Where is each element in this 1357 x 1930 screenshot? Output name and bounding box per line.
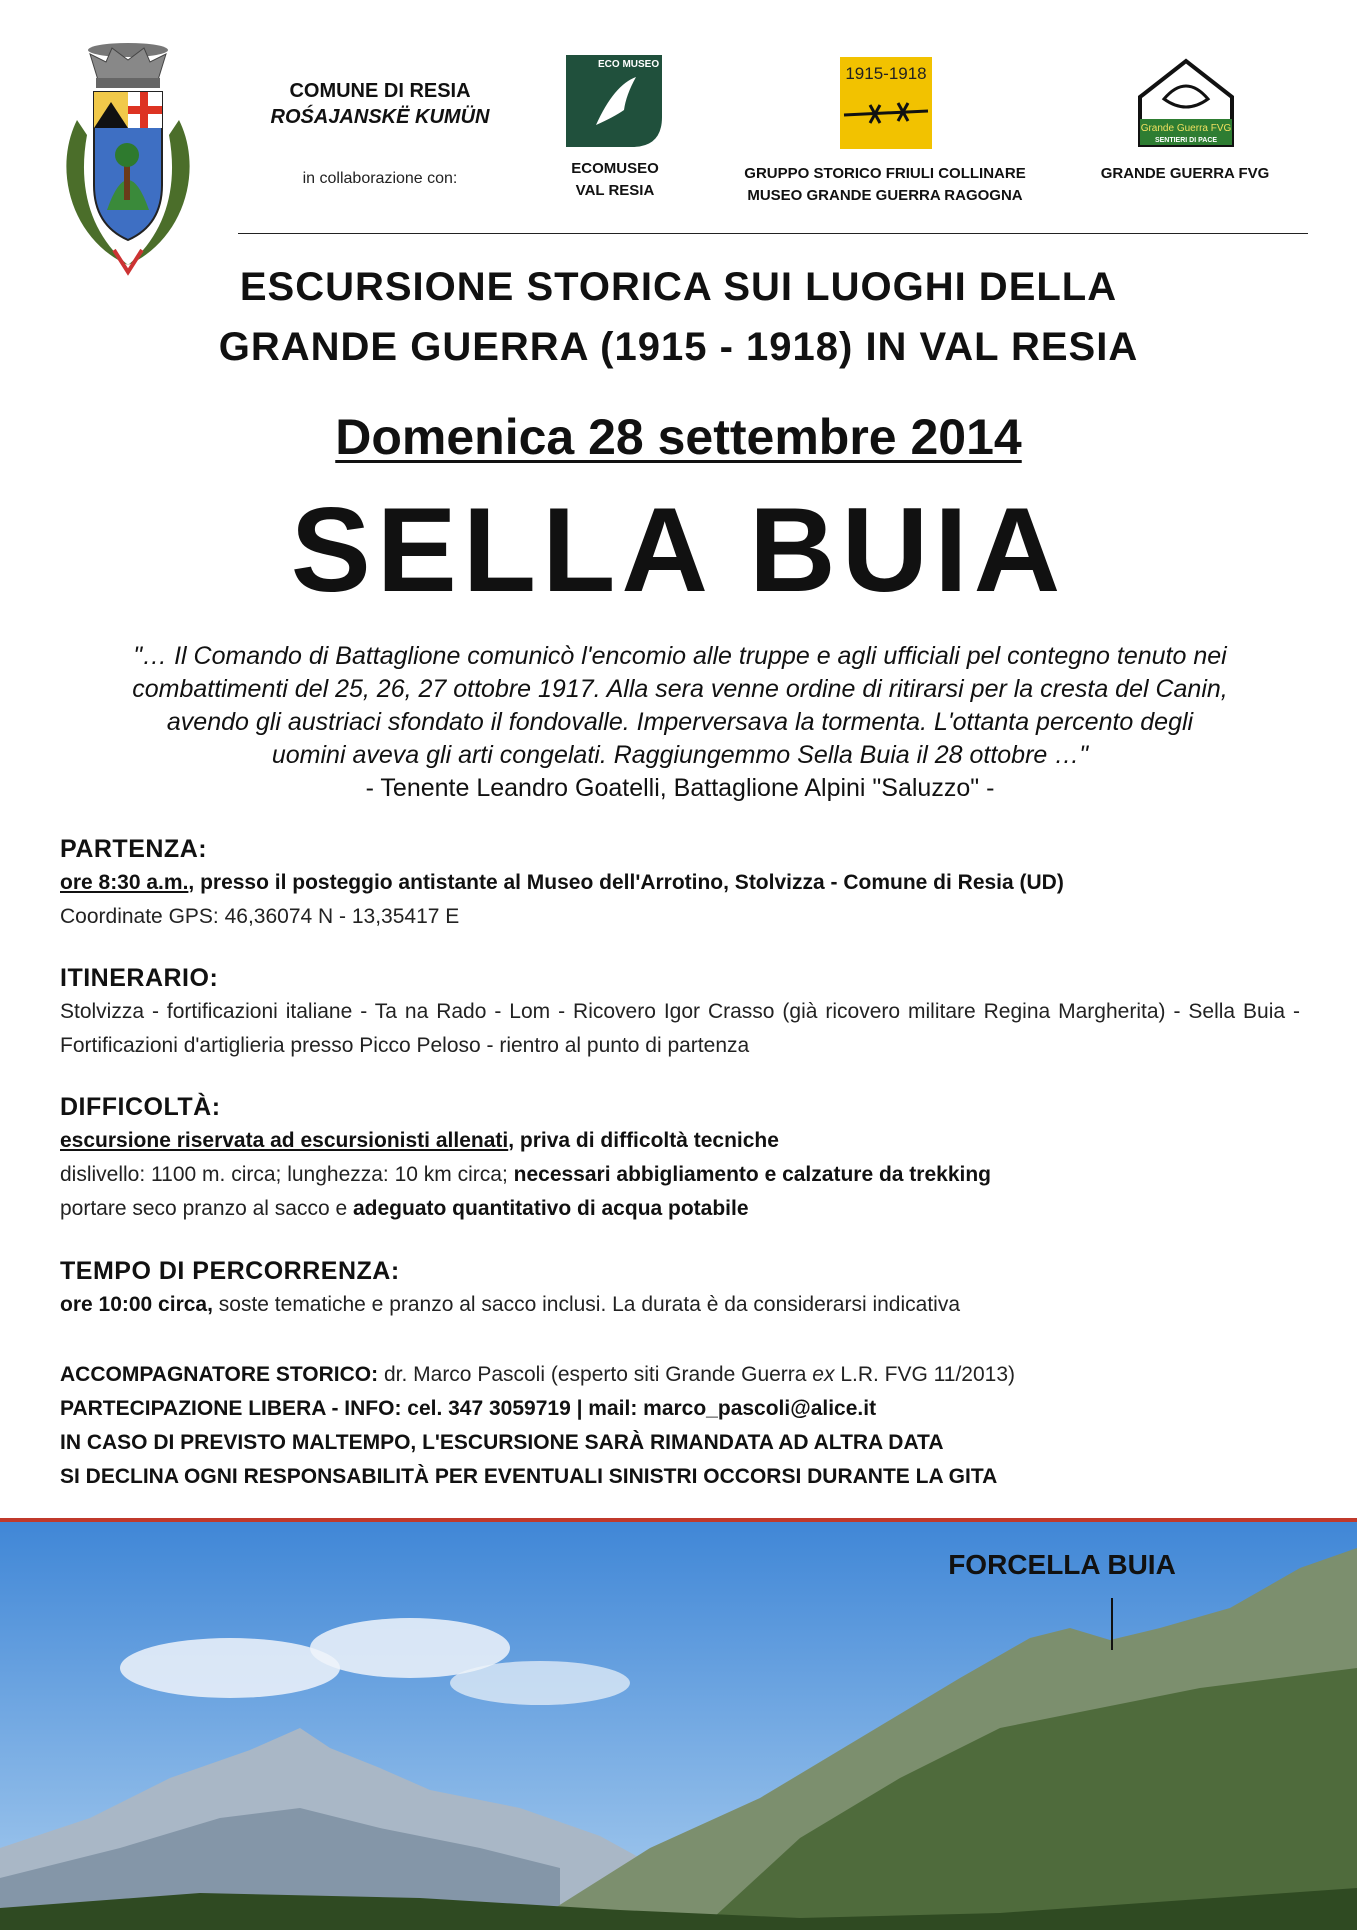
ecomuseo-logo-text: ECO MUSEO VAL RESIA xyxy=(598,59,715,70)
section-partenza xyxy=(60,832,1300,934)
tempo-line xyxy=(60,1288,1300,1322)
tempo-duration: ore 10:00 circa, xyxy=(60,1293,213,1316)
partner-label-line2: MUSEO GRANDE GUERRA RAGOGNA xyxy=(747,187,1023,204)
difficolta-note: , priva di difficoltà tecniche xyxy=(508,1129,779,1152)
partner-grande-guerra-label: GRANDE GUERRA FVG xyxy=(1100,165,1270,182)
grande-guerra-logo-icon xyxy=(1134,57,1238,149)
grande-guerra-logo-text: Grande Guerra FVG xyxy=(1140,123,1232,134)
quote-line: avendo gli austriaci sfondato il fondovalle. Imperversava la tormenta. L'ottanta percento degli xyxy=(166,708,1194,736)
accompagnatore-label: ACCOMPAGNATORE STORICO: xyxy=(60,1363,379,1386)
event-place: SELLA BUIA xyxy=(290,483,1067,617)
tempo-note: soste tematiche e pranzo al sacco inclusi. La durata è da considerarsi indicativa xyxy=(212,1293,961,1316)
collaboration-label: in collaborazione con: xyxy=(302,170,458,187)
historical-quote xyxy=(60,640,1300,805)
difficolta-line1 xyxy=(60,1124,1300,1158)
difficolta-level: escursione riservata ad escursionisti allenati xyxy=(60,1129,509,1152)
difficolta-stats: dislivello: 1100 m. circa; lunghezza: 10 km circa; xyxy=(60,1163,514,1186)
forcella-buia-label: FORCELLA BUIA xyxy=(948,1549,1176,1580)
partenza-gps: Coordinate GPS: 46,36074 N - 13,35417 E xyxy=(60,905,460,928)
accompagnatore-ex: ex xyxy=(812,1363,835,1386)
accompagnatore-line xyxy=(60,1358,1320,1392)
ecomuseo-logo-icon xyxy=(566,55,715,147)
difficolta-food: portare seco pranzo al sacco e xyxy=(60,1197,353,1220)
gruppo-storico-logo-text: 1915-1918 xyxy=(845,64,927,83)
accompagnatore-a: dr. Marco Pascoli (esperto siti Grande Guerra xyxy=(378,1363,813,1386)
section-itinerario xyxy=(60,961,1300,1063)
quote-author: - Tenente Leandro Goatelli, Battaglione Alpini "Saluzzo" - xyxy=(365,774,995,802)
difficolta-heading: DIFFICOLTÀ: xyxy=(60,1093,221,1121)
tempo-heading: TEMPO DI PERCORRENZA: xyxy=(60,1257,400,1285)
event-date-text: Domenica 28 settembre 2014 xyxy=(335,409,1022,465)
maltempo-notice: IN CASO DI PREVISTO MALTEMPO, L'ESCURSIONE SARÀ RIMANDATA AD ALTRA DATA xyxy=(60,1431,944,1454)
section-tempo xyxy=(60,1254,1300,1322)
grande-guerra-logo-subtext: SENTIERI DI PACE xyxy=(1154,137,1218,144)
partenza-heading: PARTENZA: xyxy=(60,835,208,863)
quote-line: uomini aveva gli arti congelati. Raggiungemmo Sella Buia il 28 ottobre …" xyxy=(271,741,1089,769)
event-title-line1: ESCURSIONE STORICA SUI LUOGHI DELLA xyxy=(239,265,1118,309)
partner-gruppo-storico-label xyxy=(720,163,1050,207)
coat-of-arms-icon xyxy=(32,40,212,280)
difficolta-line3 xyxy=(60,1192,1300,1226)
partner-label-line2: VAL RESIA xyxy=(575,182,655,199)
quote-line: combattimenti del 25, 26, 27 ottobre 1917. Alla sera venne ordine di ritirarsi per la cresta del Canin, xyxy=(132,675,1228,703)
event-title xyxy=(0,257,1357,377)
comune-line1: COMUNE DI RESIA xyxy=(289,80,471,102)
event-title-line2: GRANDE GUERRA (1915 - 1918) IN VAL RESIA xyxy=(218,325,1139,369)
mountain-photo xyxy=(0,1518,1357,1930)
difficolta-gear: necessari abbigliamento e calzature da trekking xyxy=(513,1163,991,1186)
difficolta-line2 xyxy=(60,1158,1300,1192)
info-footer xyxy=(60,1358,1320,1494)
itinerario-text: Stolvizza - fortificazioni italiane - Ta na Rado - Lom - Ricovero Igor Crasso (già ricovero militare Regina Margherita) - Sella Buia - Fortificazioni d'artiglieria presso Picco Peloso - rientro al punto di partenza xyxy=(60,1000,1300,1057)
partenza-time: ore 8:30 a.m. xyxy=(60,871,189,894)
disclaimer: SI DECLINA OGNI RESPONSABILITÀ PER EVENTUALI SINISTRI OCCORSI DURANTE LA GITA xyxy=(60,1465,998,1488)
quote-line: "… Il Comando di Battaglione comunicò l'encomio alle truppe e agli ufficiali pel contegno tenuto nei xyxy=(133,642,1227,670)
partner-ecomuseo-label xyxy=(540,158,690,202)
partner-label-line1: ECOMUSEO xyxy=(571,160,659,177)
comune-line2: ROŚAJANSKË KUMÜN xyxy=(270,106,490,128)
info-contacts: PARTECIPAZIONE LIBERA - INFO: cel. 347 3059719 | mail: marco_pascoli@alice.it xyxy=(60,1397,877,1420)
section-difficolta xyxy=(60,1090,1300,1226)
partner-label-line1: GRUPPO STORICO FRIULI COLLINARE xyxy=(744,165,1026,182)
comune-name xyxy=(230,78,530,130)
itinerario-heading: ITINERARIO: xyxy=(60,964,219,992)
event-date xyxy=(0,408,1357,466)
gruppo-storico-logo-icon xyxy=(840,57,932,149)
accompagnatore-b: L.R. FVG 11/2013) xyxy=(834,1363,1016,1386)
header-divider xyxy=(238,233,1308,234)
partenza-place: , presso il posteggio antistante al Museo dell'Arrotino, Stolvizza - Comune di Resia (UD) xyxy=(188,871,1064,894)
difficolta-water: adeguato quantitativo di acqua potabile xyxy=(353,1197,749,1220)
partenza-line xyxy=(60,866,1300,900)
